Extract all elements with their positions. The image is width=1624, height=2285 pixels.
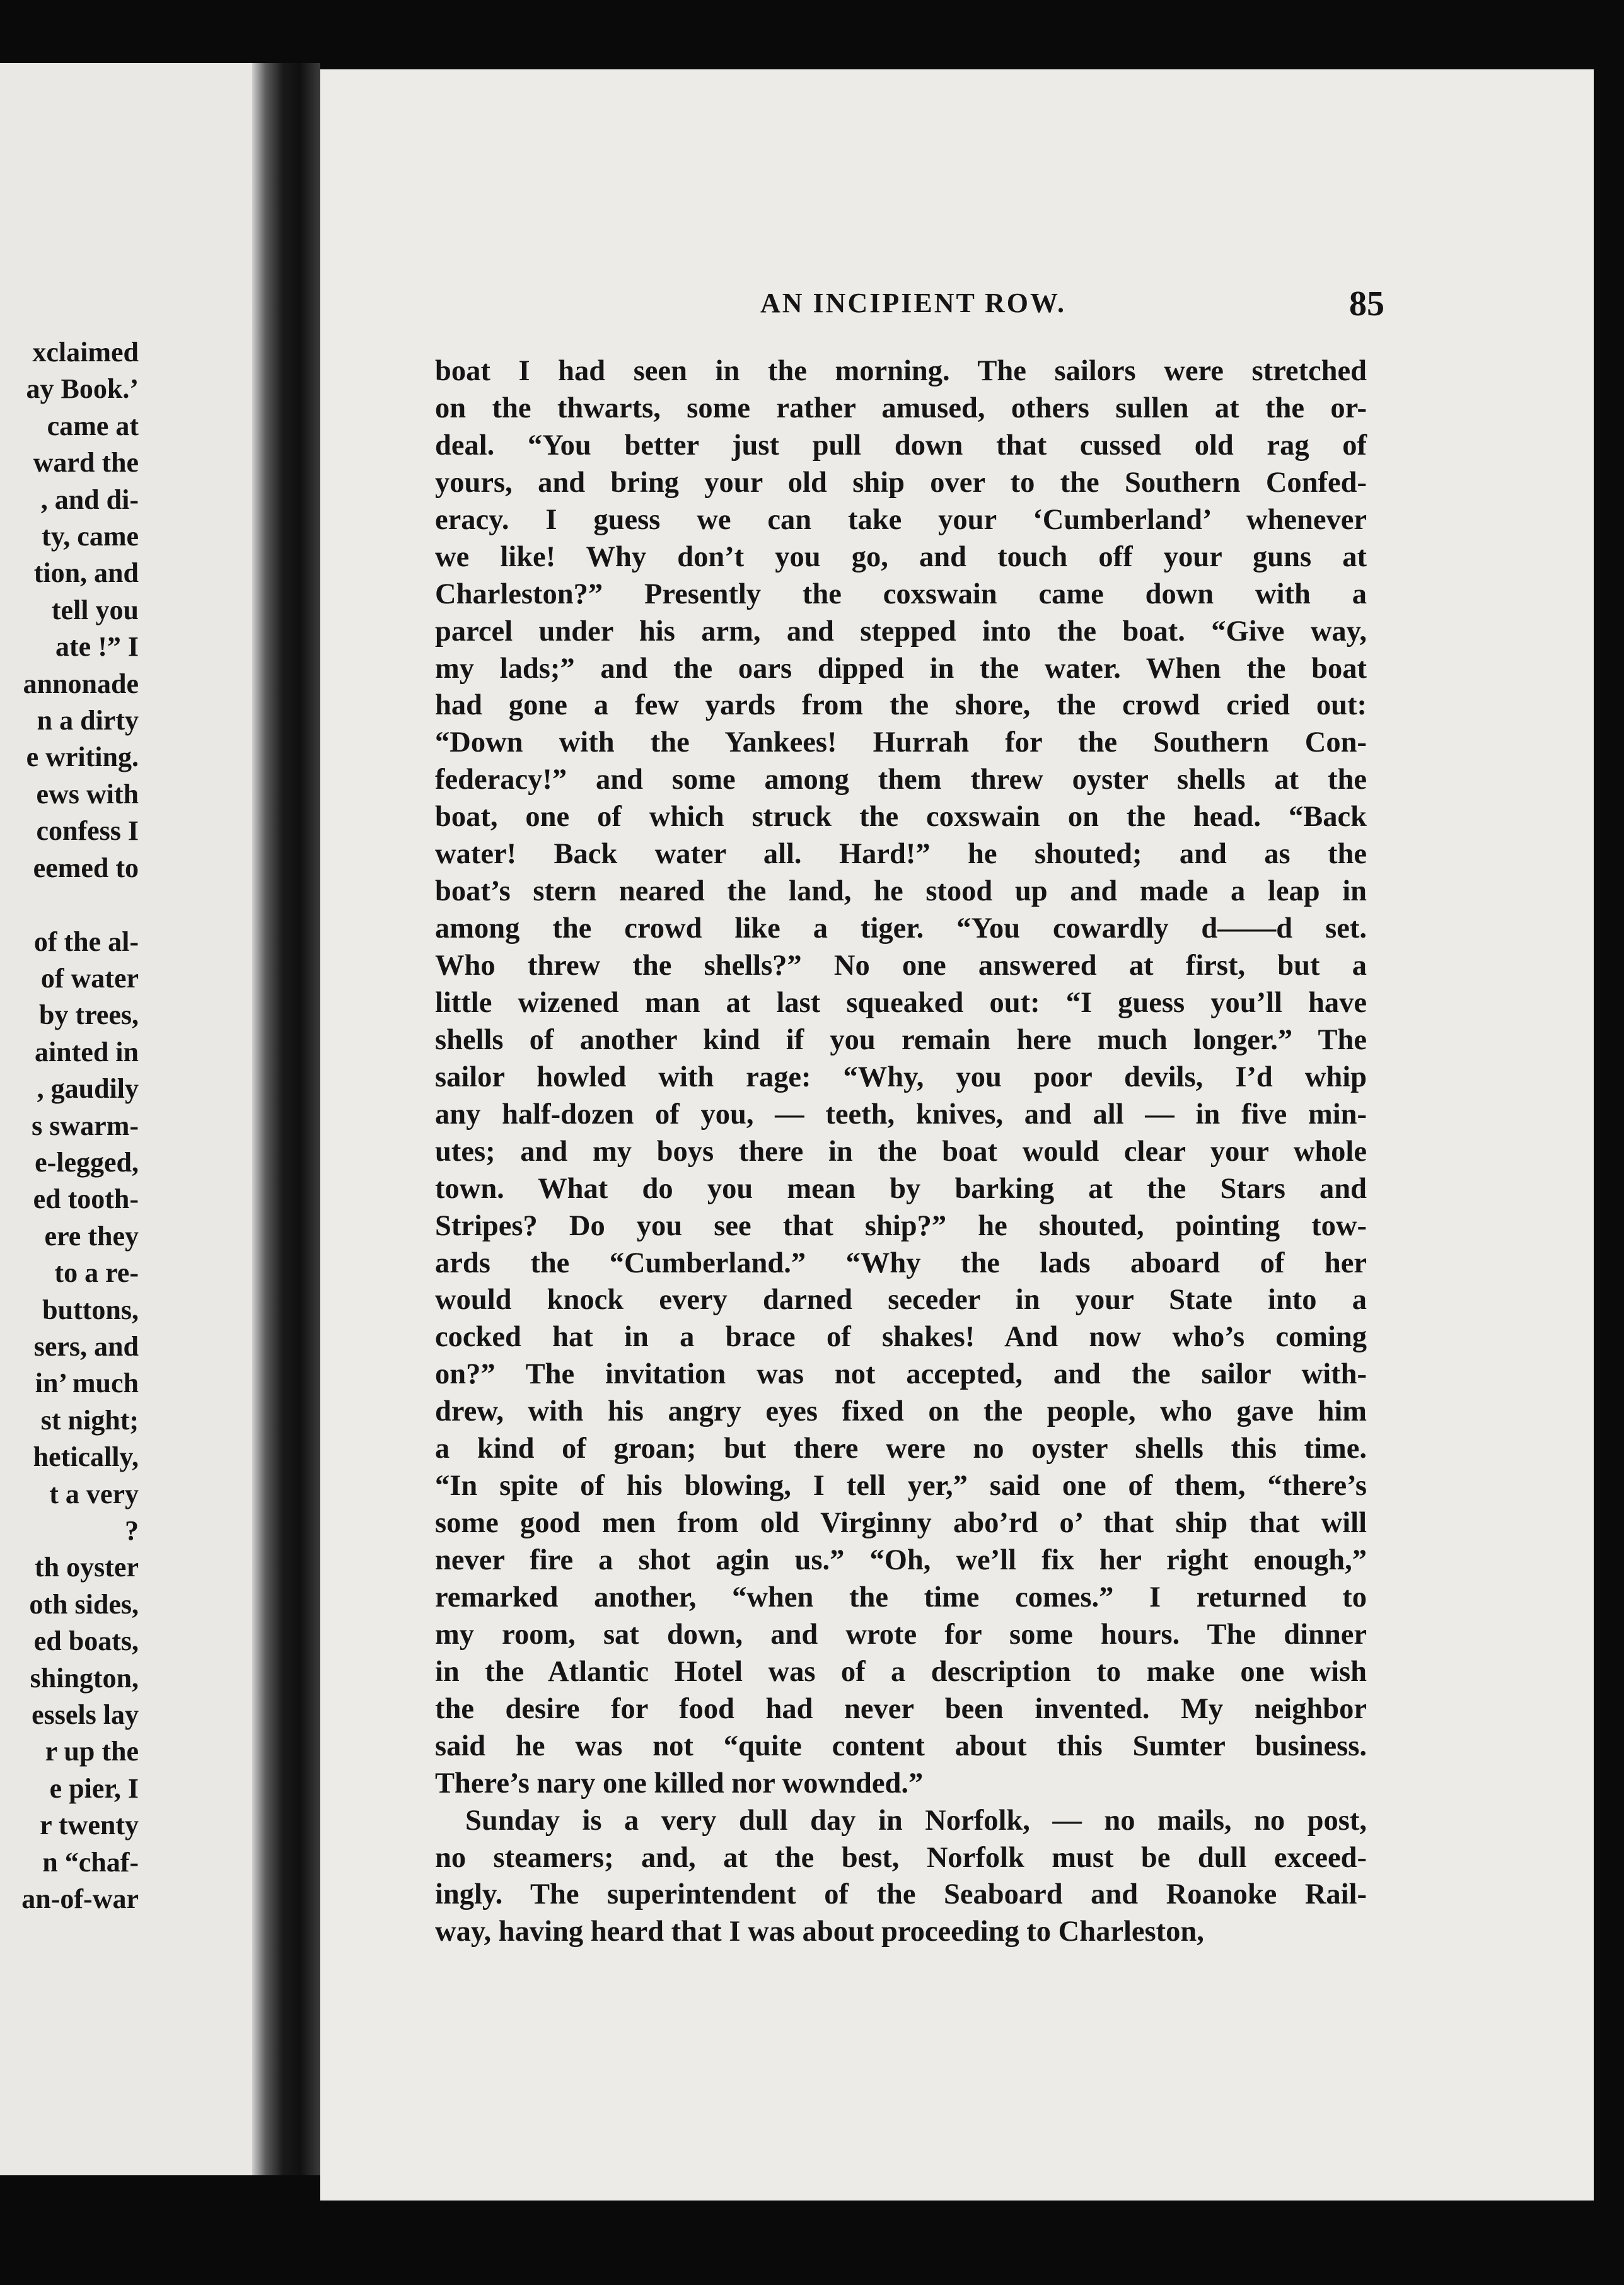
text-line: yours, and bring your old ship over to the Southern Confed- — [435, 466, 1367, 499]
left-page-line: ews with — [36, 778, 139, 810]
text-line: Charleston?” Presently the coxswain came down with a — [435, 578, 1367, 610]
left-page-line: n a dirty — [37, 705, 139, 736]
left-page-line: annonade — [23, 668, 139, 699]
left-page-line: ainted in — [34, 1036, 139, 1067]
text-line: boat I had seen in the morning. The sailors were stretched — [435, 355, 1367, 387]
left-page-line: ? — [125, 1515, 139, 1546]
text-line: my lads;” and the oars dipped in the water. When the boat — [435, 652, 1367, 685]
text-line: town. What do you mean by barking at the Stars and — [435, 1172, 1367, 1205]
text-line: There’s nary one killed nor wownded.” — [435, 1767, 924, 1800]
left-page-line: ay Book.’ — [26, 373, 139, 405]
left-page-line: buttons, — [42, 1294, 139, 1325]
text-line: shells of another kind if you remain here much longer.” The — [435, 1023, 1367, 1056]
left-page-line: by trees, — [38, 999, 139, 1031]
text-line: Stripes? Do you see that ship?” he shouted, pointing tow- — [435, 1209, 1367, 1242]
left-page-line: th oyster — [35, 1552, 139, 1583]
left-page-line: r up the — [45, 1736, 139, 1767]
page-number: 85 — [1349, 284, 1384, 323]
text-line: my room, sat down, and wrote for some hours. The dinner — [435, 1618, 1367, 1651]
left-page-line: oth sides, — [29, 1588, 139, 1620]
text-line: parcel under his arm, and stepped into the boat. “Give way, — [435, 615, 1367, 648]
text-line: remarked another, “when the time comes.” I returned to — [435, 1581, 1367, 1613]
text-line: “In spite of his blowing, I tell yer,” said one of them, “there’s — [435, 1470, 1367, 1503]
left-page-line: hetically, — [33, 1441, 139, 1473]
left-page-text-fragments — [0, 334, 139, 1917]
left-page-line: eemed to — [33, 852, 139, 883]
left-page-line — [0, 887, 139, 923]
left-page-line: shington, — [30, 1662, 139, 1694]
text-line: on the thwarts, some rather amused, others sullen at the or- — [435, 392, 1367, 424]
left-page-line: to a re- — [54, 1257, 139, 1289]
text-line: sailor howled with rage: “Why, you poor devils, I’d whip — [435, 1061, 1367, 1093]
text-line: ards the “Cumberland.” “Why the lads aboard of her — [435, 1247, 1367, 1279]
left-page-line: essels lay — [32, 1699, 139, 1731]
text-line: “Down with the Yankees! Hurrah for the Southern Con- — [435, 726, 1367, 759]
text-line: drew, with his angry eyes fixed on the people, who gave him — [435, 1395, 1367, 1428]
text-line: federacy!” and some among them threw oyster shells at the — [435, 764, 1367, 796]
text-line: a kind of groan; but there were no oyster shells this time. — [435, 1433, 1367, 1465]
left-page-line: sers, and — [33, 1330, 139, 1362]
text-line: eracy. I guess we can take your ‘Cumberland’ whenever — [435, 503, 1367, 536]
left-page-line: xclaimed — [32, 337, 139, 368]
left-page-line: ere they — [44, 1220, 139, 1252]
text-line: no steamers; and, at the best, Norfolk must be dull exceed- — [435, 1841, 1367, 1874]
left-page-line: e-legged, — [35, 1146, 139, 1178]
text-line: cocked hat in a brace of shakes! And now who’s coming — [435, 1321, 1367, 1354]
left-page-line: , gaudily — [37, 1073, 139, 1105]
text-line: any half-dozen of you, — teeth, knives, and all — in five min- — [435, 1098, 1367, 1131]
text-line: some good men from old Virginny abo’rd o’ that ship that will — [435, 1507, 1367, 1540]
text-line: water! Back water all. Hard!” he shouted; and as the — [435, 838, 1367, 871]
left-page-line: r twenty — [40, 1810, 139, 1841]
left-page-line: ed tooth- — [33, 1183, 139, 1215]
left-page-line: tell you — [51, 594, 139, 625]
text-line: Who threw the shells?” No one answered at first, but a — [435, 950, 1367, 982]
left-page-line: e writing. — [26, 741, 139, 773]
left-page-line: ate !” I — [55, 631, 139, 663]
text-line: among the crowd like a tiger. “You cowardly d——d set. — [435, 912, 1367, 945]
left-page — [0, 63, 252, 2175]
text-line: way, having heard that I was about proceeding to Charleston, — [435, 1916, 1204, 1948]
left-page-line: s swarm- — [32, 1110, 139, 1141]
left-page-line: tion, and — [33, 557, 139, 589]
text-line: Sunday is a very dull day in Norfolk, — no mails, no post, — [465, 1804, 1367, 1837]
left-page-line: ward the — [33, 447, 139, 479]
text-line: said he was not “quite content about this Sumter business. — [435, 1730, 1367, 1762]
text-line: we like! Why don’t you go, and touch off your guns at — [435, 540, 1367, 573]
left-page-line: e pier, I — [49, 1772, 139, 1804]
text-line: on?” The invitation was not accepted, and the sailor with- — [435, 1358, 1367, 1391]
text-line: had gone a few yards from the shore, the crowd cried out: — [435, 689, 1367, 722]
left-page-line: of the al- — [33, 926, 139, 957]
text-line: would knock every darned seceder in your State into a — [435, 1284, 1367, 1317]
left-page-line: ed boats, — [33, 1625, 139, 1657]
left-page-line: an-of-war — [21, 1883, 139, 1915]
running-head: AN INCIPIENT ROW. — [760, 288, 1066, 318]
text-line: deal. “You better just pull down that cussed old rag of — [435, 429, 1367, 462]
text-line: ingly. The superintendent of the Seaboard and Roanoke Rail- — [435, 1878, 1367, 1911]
body-text — [435, 353, 1367, 1951]
left-page-line: , and di- — [40, 484, 139, 515]
left-page-line: in’ much — [35, 1368, 139, 1399]
book-spine-gutter — [252, 63, 320, 2175]
left-page-line: confess I — [36, 815, 139, 847]
left-page-line: st night; — [40, 1404, 139, 1436]
left-page-line: n “chaf- — [42, 1846, 139, 1878]
text-line: utes; and my boys there in the boat would clear your whole — [435, 1135, 1367, 1168]
text-line: little wizened man at last squeaked out: “I guess you’ll have — [435, 986, 1367, 1019]
left-page-line: t a very — [49, 1478, 139, 1509]
text-line: never fire a shot agin us.” “Oh, we’ll fix her right enough,” — [435, 1544, 1367, 1576]
text-line: boat, one of which struck the coxswain on the head. “Back — [435, 801, 1367, 834]
text-line: the desire for food had never been invented. My neighbor — [435, 1692, 1367, 1725]
left-page-line: of water — [40, 962, 139, 994]
left-page-line: ty, came — [42, 521, 139, 552]
text-line: boat’s stern neared the land, he stood up and made a leap in — [435, 875, 1367, 908]
text-line: in the Atlantic Hotel was of a description to make one wish — [435, 1655, 1367, 1688]
left-page-line: came at — [47, 410, 139, 441]
